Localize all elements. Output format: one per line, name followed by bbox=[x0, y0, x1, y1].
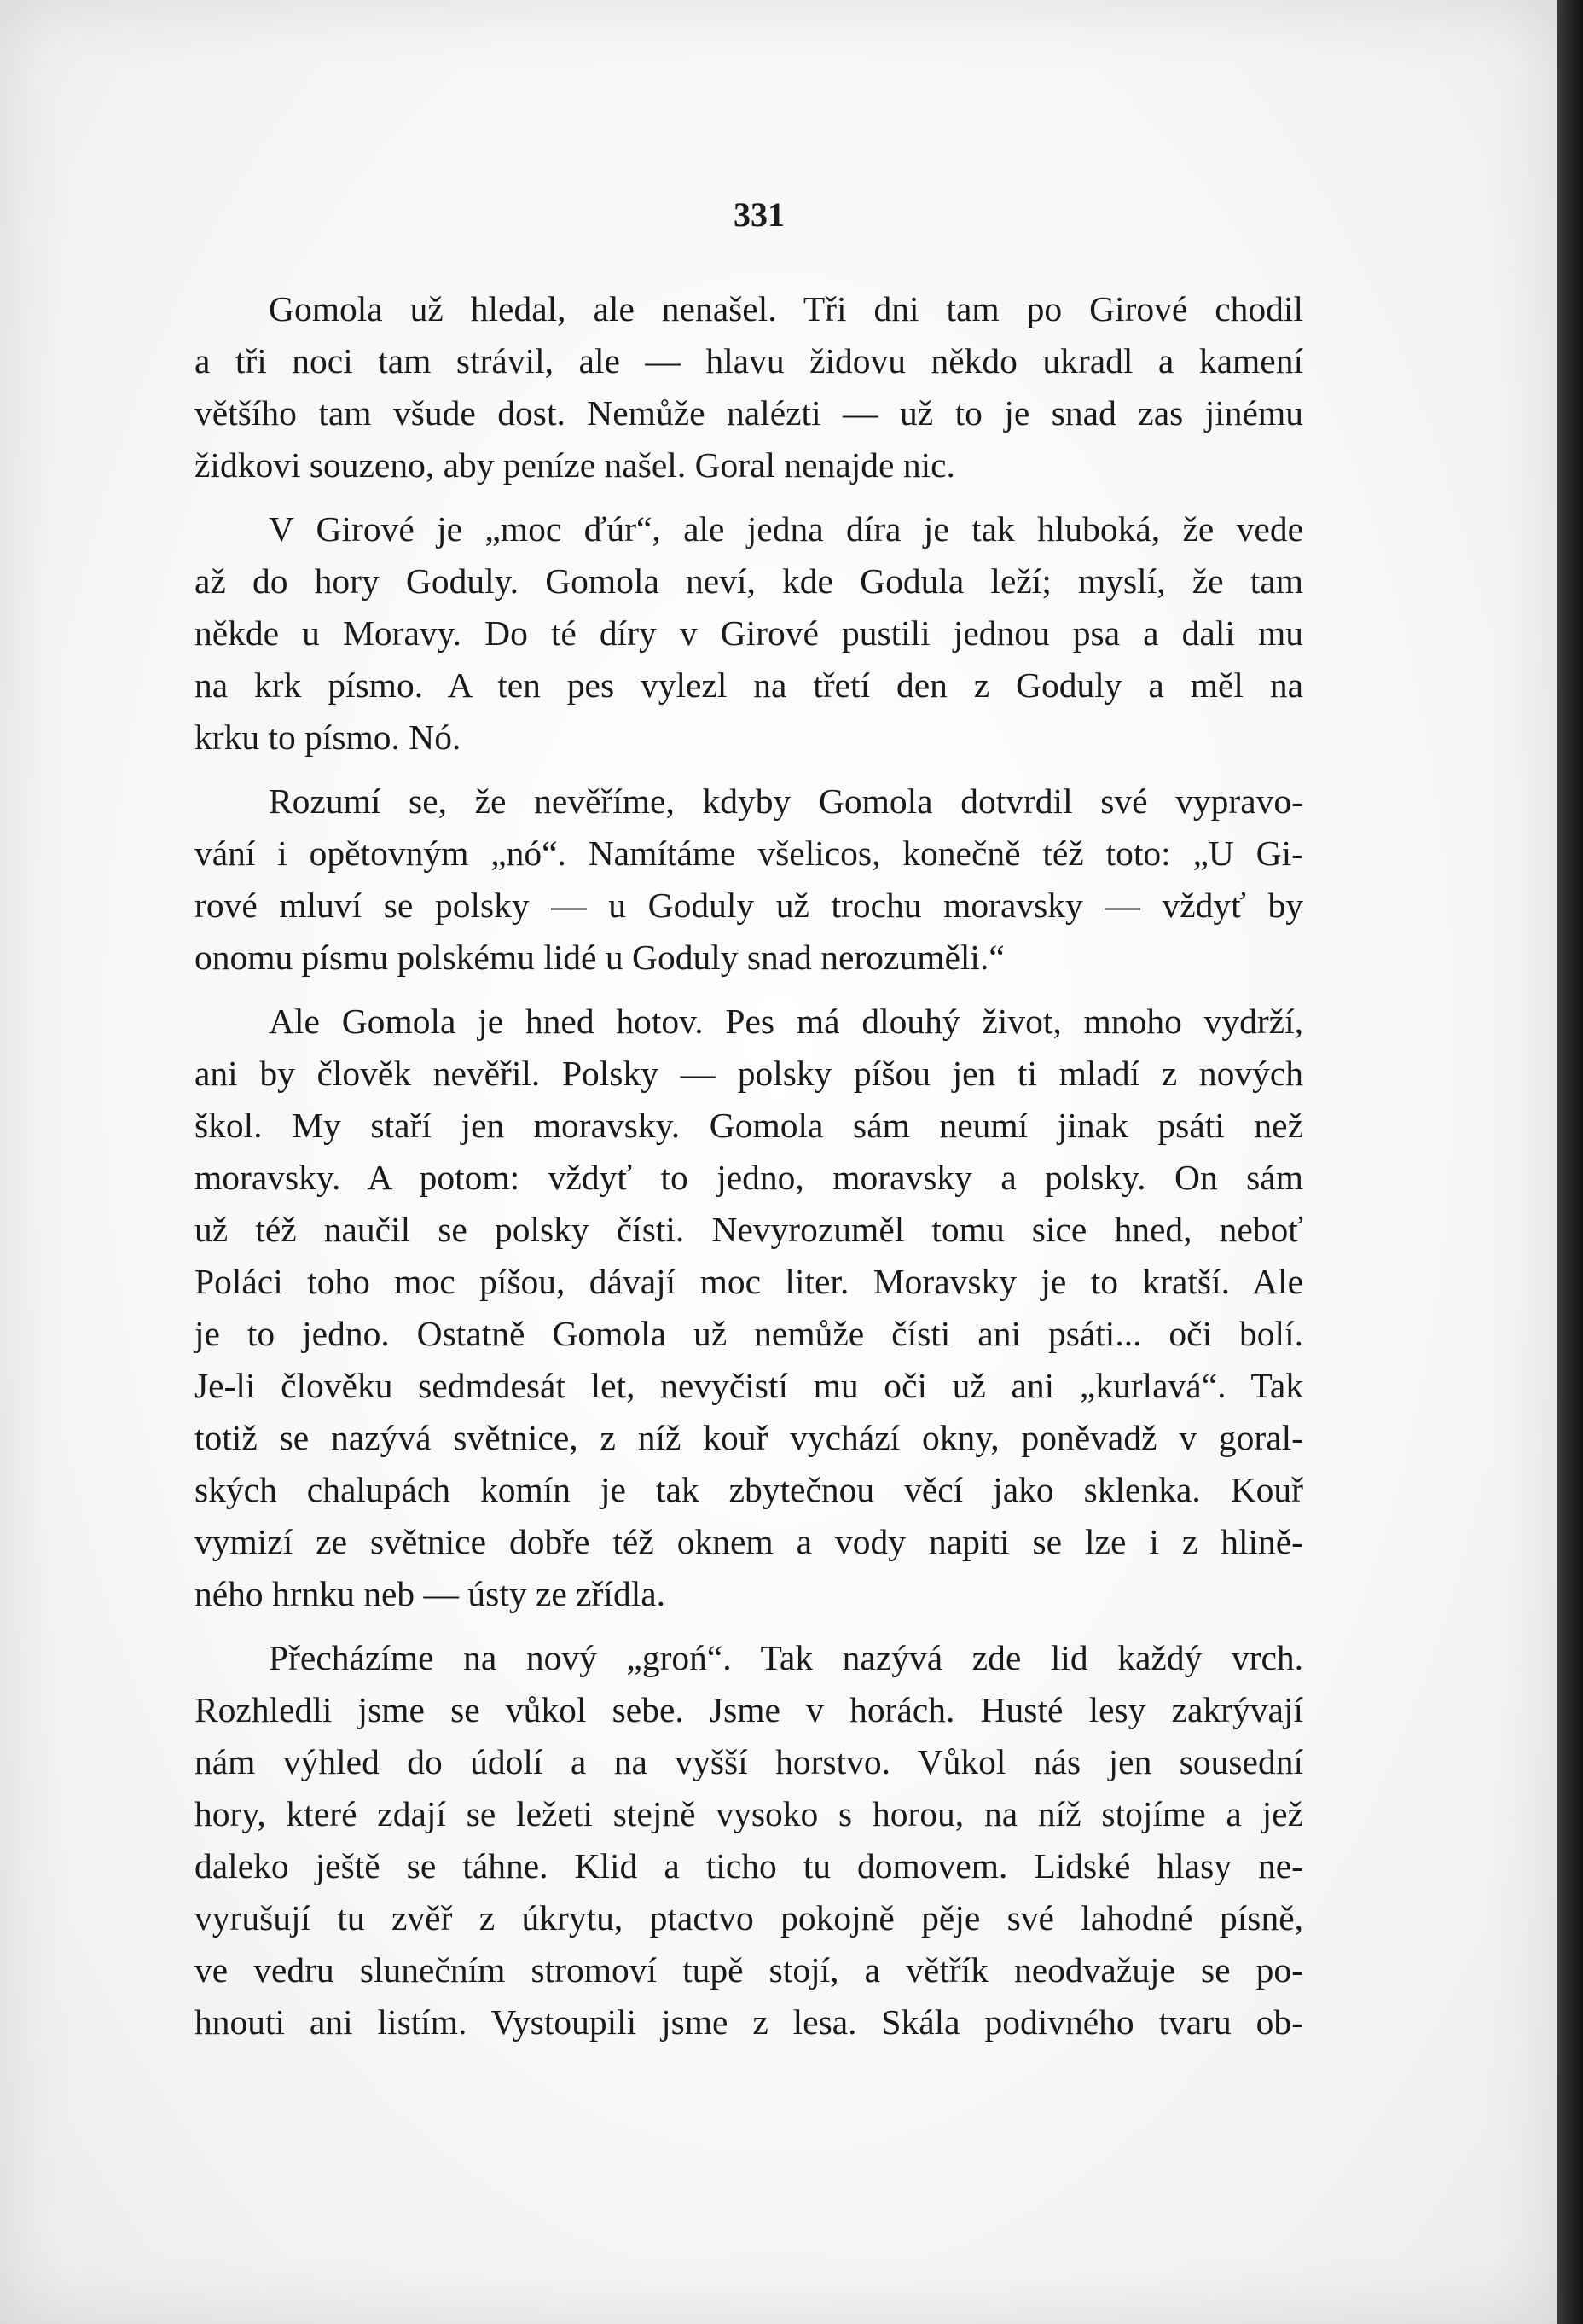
text-line: škol. My staří jen moravsky. Gomola sám neumí jinak psáti než bbox=[194, 1106, 1303, 1145]
paragraph-1 bbox=[194, 283, 1303, 491]
text-line: Je-li člověku sedmdesát let, nevyčistí mu oči už ani „kurlavá“. Tak bbox=[194, 1366, 1303, 1405]
text-line: je to jedno. Ostatně Gomola už nemůže čísti ani psáti... oči bolí. bbox=[194, 1314, 1303, 1353]
text-line: Ale Gomola je hned hotov. Pes má dlouhý život, mnoho vydrží, bbox=[269, 1002, 1303, 1041]
text-line: Rozumí se, že nevěříme, kdyby Gomola dotvrdil své vypravo- bbox=[269, 781, 1303, 821]
text-line: židkovi souzeno, aby peníze našel. Goral nenajde nic. bbox=[194, 445, 955, 485]
text-line: vání i opětovným „nó“. Namítáme všelicos, konečně též toto: „U Gi- bbox=[194, 834, 1303, 873]
text-line: daleko ještě se táhne. Klid a ticho tu domovem. Lidské hlasy ne- bbox=[194, 1846, 1303, 1885]
text-line: vymizí ze světnice dobře též oknem a vody napiti se lze i z hlině- bbox=[194, 1522, 1303, 1561]
text-line: totiž se nazývá světnice, z níž kouř vychází okny, poněvadž v goral- bbox=[194, 1418, 1303, 1457]
text-line: na krk písmo. A ten pes vylezl na třetí den z Goduly a měl na bbox=[194, 665, 1303, 705]
text-line: Rozhledli jsme se vůkol sebe. Jsme v horách. Husté lesy zakrývají bbox=[194, 1690, 1303, 1729]
page-edge-shadow bbox=[1557, 0, 1583, 2324]
text-line: nám výhled do údolí a na vyšší horstvo. Vůkol nás jen sousední bbox=[194, 1742, 1303, 1781]
paragraph-2 bbox=[194, 503, 1303, 764]
text-line: onomu písmu polskému lidé u Goduly snad nerozuměli.“ bbox=[194, 938, 1005, 977]
text-line: až do hory Goduly. Gomola neví, kde Godula leží; myslí, že tam bbox=[194, 561, 1303, 601]
text-line: hory, které zdají se ležeti stejně vysoko s horou, na níž stojíme a jež bbox=[194, 1794, 1303, 1833]
text-line: už též naučil se polsky čísti. Nevyrozuměl tomu sice hned, neboť bbox=[194, 1210, 1303, 1249]
text-line: někde u Moravy. Do té díry v Girové pustili jednou psa a dali mu bbox=[194, 613, 1303, 653]
paragraph-4 bbox=[194, 996, 1303, 1620]
text-line: ného hrnku neb — ústy ze zřídla. bbox=[194, 1574, 666, 1613]
text-line: moravsky. A potom: vždyť to jedno, moravsky a polsky. On sám bbox=[194, 1158, 1303, 1197]
text-line: vyrušují tu zvěř z úkrytu, ptactvo pokojně pěje své lahodné písně, bbox=[194, 1898, 1303, 1938]
text-line: a tři noci tam strávil, ale — hlavu židovu někdo ukradl a kamení bbox=[194, 341, 1303, 381]
page-number: 331 bbox=[734, 195, 785, 234]
text-line: hnouti ani listím. Vystoupili jsme z lesa. Skála podivného tvaru ob- bbox=[194, 2002, 1303, 2042]
text-line: ských chalupách komín je tak zbytečnou věcí jako sklenka. Kouř bbox=[194, 1470, 1303, 1509]
text-line: Poláci toho moc píšou, dávají moc liter. Moravsky je to kratší. Ale bbox=[194, 1262, 1303, 1301]
text-line: Gomola už hledal, ale nenašel. Tři dni tam po Girové chodil bbox=[269, 289, 1303, 328]
text-line: V Girové je „moc ďúr“, ale jedna díra je tak hluboká, že vede bbox=[269, 509, 1303, 549]
paragraph-3 bbox=[194, 776, 1303, 984]
text-line: rové mluví se polsky — u Goduly už trochu moravsky — vždyť by bbox=[194, 886, 1303, 925]
text-line: ve vedru slunečním stromoví tupě stojí, a větřík neodvažuje se po- bbox=[194, 1950, 1303, 1990]
paragraph-5 bbox=[194, 1632, 1303, 2048]
body-text bbox=[194, 283, 1303, 2048]
text-line: většího tam všude dost. Nemůže nalézti — už to je snad zas jinému bbox=[194, 393, 1303, 433]
text-line: krku to písmo. Nó. bbox=[194, 718, 461, 757]
text-line: Přecházíme na nový „groń“. Tak nazývá zde lid každý vrch. bbox=[269, 1638, 1303, 1677]
text-line: ani by člověk nevěřil. Polsky — polsky píšou jen ti mladí z nových bbox=[194, 1054, 1303, 1093]
